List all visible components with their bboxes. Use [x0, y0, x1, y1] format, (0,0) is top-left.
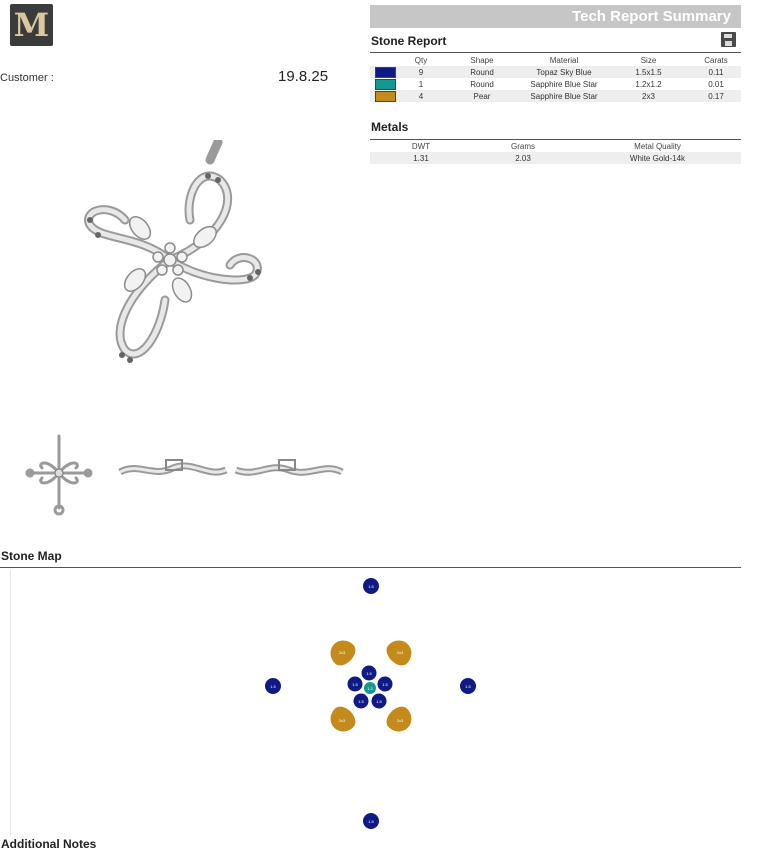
metals-divider — [370, 139, 741, 140]
color-swatch — [375, 79, 396, 90]
col-carats: Carats — [704, 56, 728, 65]
report-date: 19.8.25 — [278, 68, 329, 85]
stone-label: 1.5 — [376, 699, 382, 704]
stone-map-title: Stone Map — [1, 549, 62, 563]
material-cell: Sapphire Blue Star — [530, 79, 598, 89]
stone-label: 1.5 — [358, 699, 364, 704]
customer-label: Customer : — [0, 72, 54, 84]
col-grams: Grams — [511, 142, 535, 151]
col-metal-quality: Metal Quality — [634, 142, 681, 151]
stone-round-outer — [265, 578, 476, 829]
size-cell: 2x3 — [606, 90, 691, 102]
table-row — [370, 78, 741, 90]
table-row — [370, 152, 741, 164]
stone-report-table — [370, 55, 741, 102]
table-row — [370, 66, 741, 78]
stone-inner-ring — [348, 666, 393, 709]
pendant-side-view-1 — [118, 458, 228, 482]
report-title: Tech Report Summary — [572, 8, 731, 25]
table-row — [370, 90, 741, 102]
stone-report-header-row — [370, 55, 741, 66]
stone-label: 2x3 — [338, 650, 346, 655]
metal-quality-cell: White Gold-14k — [574, 152, 741, 164]
size-cell: 1.5x1.5 — [606, 66, 691, 78]
shape-cell: Pear — [442, 90, 522, 102]
grams-cell: 2.03 — [472, 152, 574, 164]
brand-logo — [10, 4, 53, 46]
col-dwt: DWT — [411, 142, 431, 151]
col-size: Size — [640, 56, 657, 65]
pendant-front-view — [22, 428, 97, 518]
qty-cell: 4 — [400, 90, 442, 102]
stone-label: 2x3 — [338, 718, 346, 723]
report-title-bar — [370, 5, 741, 28]
metals-table — [370, 141, 741, 164]
color-swatch — [375, 67, 396, 78]
stone-map — [0, 568, 759, 838]
shape-cell: Round — [442, 66, 522, 78]
save-icon[interactable] — [721, 32, 736, 47]
qty-cell: 1 — [418, 79, 424, 89]
stone-label: 1.5 — [465, 684, 471, 689]
stone-label: 1.5 — [352, 682, 358, 687]
stone-label: 1.5 — [368, 819, 374, 824]
pendant-main-render — [70, 140, 270, 370]
carats-cell: 0.11 — [691, 66, 741, 78]
col-material: Material — [549, 56, 579, 65]
size-cell: 1.2x1.2 — [635, 79, 662, 89]
stone-report-divider — [370, 52, 741, 53]
stone-label: 2x3 — [396, 650, 404, 655]
dwt-cell: 1.31 — [370, 152, 472, 164]
material-cell: Topaz Sky Blue — [522, 66, 606, 78]
carats-cell: 0.17 — [691, 90, 741, 102]
carats-cell: 0.01 — [708, 79, 724, 89]
pendant-side-view-2 — [234, 458, 344, 482]
shape-cell: Round — [470, 79, 494, 89]
stone-label: 2x3 — [396, 718, 404, 723]
material-cell: Sapphire Blue Star — [522, 90, 606, 102]
metals-title: Metals — [371, 120, 409, 134]
qty-cell: 9 — [400, 66, 442, 78]
stone-label: 1.5 — [368, 584, 374, 589]
stone-label: 1.2 — [367, 686, 373, 691]
metals-header-row — [370, 141, 741, 152]
col-qty: Qty — [414, 56, 428, 65]
color-swatch — [375, 91, 396, 102]
additional-notes-title: Additional Notes — [1, 837, 97, 851]
col-shape: Shape — [470, 56, 494, 65]
stone-label: 1.5 — [382, 682, 388, 687]
stone-label: 1.5 — [366, 671, 372, 676]
stone-label: 1.5 — [270, 684, 276, 689]
stone-report-title: Stone Report — [371, 34, 447, 48]
logo-letter: M — [13, 6, 50, 44]
